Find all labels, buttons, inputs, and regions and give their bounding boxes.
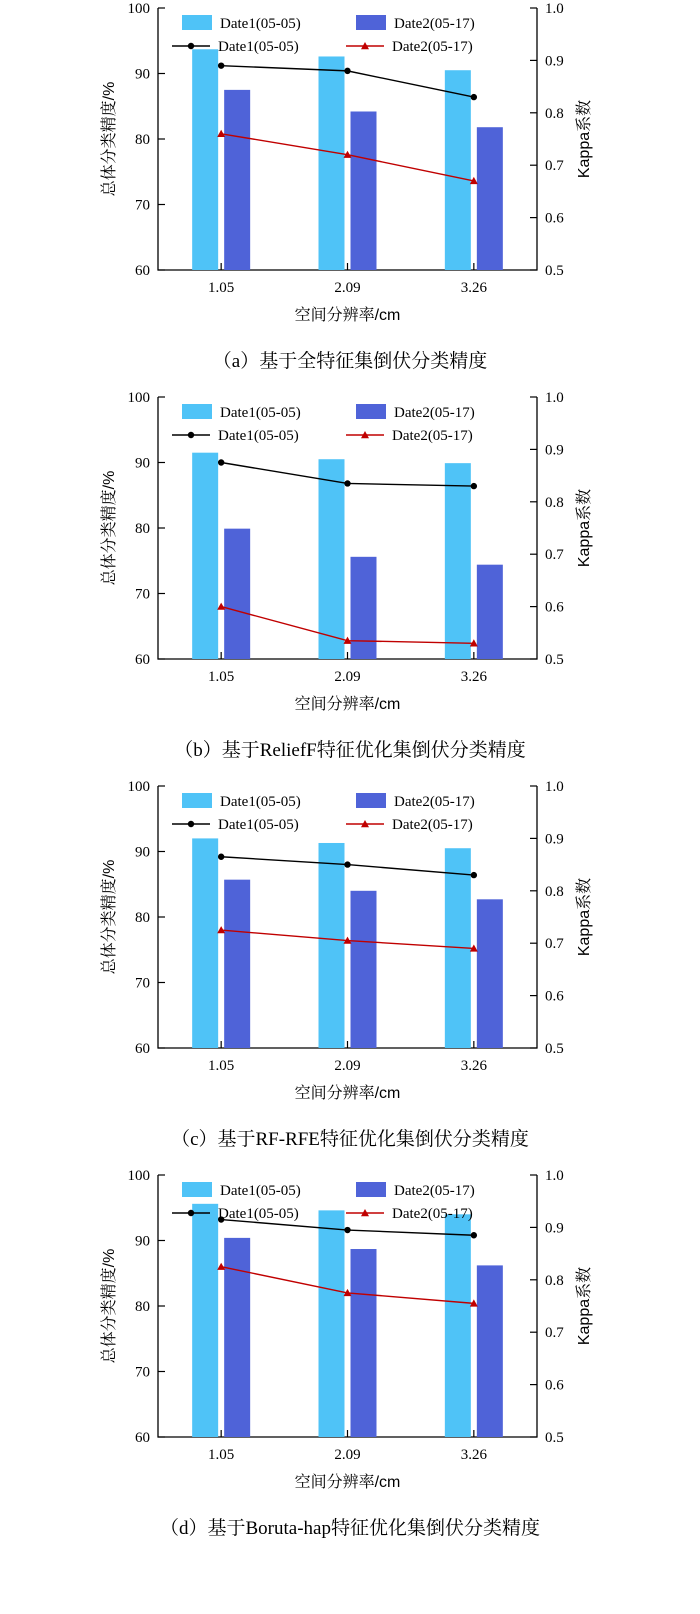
svg-text:90: 90 [135,844,150,861]
caption-d: （d）基于Boruta-hap特征优化集倒伏分类精度 [160,1518,540,1539]
svg-text:Date1(05-05): Date1(05-05) [220,16,301,32]
svg-text:总体分类精度/%: 总体分类精度/% [101,470,118,586]
svg-text:1.0: 1.0 [545,1168,564,1184]
panel-c [0,778,700,1167]
svg-text:0.6: 0.6 [545,599,564,616]
svg-text:0.5: 0.5 [545,263,564,279]
svg-text:70: 70 [135,1364,150,1381]
svg-text:0.8: 0.8 [545,883,564,900]
svg-text:1.0: 1.0 [545,1,564,17]
svg-text:2.09: 2.09 [334,1058,361,1074]
svg-text:空间分辨率/cm: 空间分辨率/cm [294,1474,401,1491]
svg-text:Date1(05-05): Date1(05-05) [220,794,301,810]
caption-b: （b）基于ReliefF特征优化集倒伏分类精度 [174,740,526,761]
svg-text:80: 80 [135,521,150,537]
svg-text:0.7: 0.7 [545,547,564,564]
svg-text:Kappa系数: Kappa系数 [576,488,593,568]
svg-text:60: 60 [135,1430,150,1446]
chart-d [0,1167,700,1507]
svg-text:3.26: 3.26 [460,1058,487,1074]
svg-text:60: 60 [135,1041,150,1057]
svg-text:100: 100 [127,1,150,17]
svg-text:80: 80 [135,1299,150,1315]
svg-text:1.0: 1.0 [545,779,564,795]
svg-text:70: 70 [135,586,150,603]
svg-text:Kappa系数: Kappa系数 [576,877,593,957]
caption-c: （c）基于RF-RFE特征优化集倒伏分类精度 [171,1129,529,1150]
svg-text:Kappa系数: Kappa系数 [576,1266,593,1346]
svg-text:0.9: 0.9 [545,831,564,848]
panel-b [0,389,700,778]
svg-text:空间分辨率/cm: 空间分辨率/cm [294,1085,401,1102]
svg-text:Date1(05-05): Date1(05-05) [220,405,301,421]
svg-text:100: 100 [127,1168,150,1184]
svg-text:90: 90 [135,1233,150,1250]
svg-text:0.8: 0.8 [545,494,564,511]
svg-text:0.5: 0.5 [545,1430,564,1446]
svg-text:90: 90 [135,455,150,472]
svg-text:Date1(05-05): Date1(05-05) [218,817,299,833]
svg-text:1.05: 1.05 [208,669,235,685]
panel-a [0,0,700,389]
svg-text:2.09: 2.09 [334,1447,361,1463]
svg-text:Date2(05-17): Date2(05-17) [392,1206,473,1222]
svg-text:0.8: 0.8 [545,1272,564,1289]
caption-a: （a）基于全特征集倒伏分类精度 [212,351,488,372]
svg-text:3.26: 3.26 [460,1447,487,1463]
svg-text:2.09: 2.09 [334,280,361,296]
svg-text:0.6: 0.6 [545,988,564,1005]
svg-text:0.9: 0.9 [545,442,564,459]
svg-text:70: 70 [135,975,150,992]
svg-text:0.9: 0.9 [545,1220,564,1237]
svg-text:Date2(05-17): Date2(05-17) [394,16,475,32]
svg-text:0.5: 0.5 [545,652,564,668]
svg-text:0.7: 0.7 [545,158,564,175]
svg-text:空间分辨率/cm: 空间分辨率/cm [294,696,401,713]
svg-text:0.7: 0.7 [545,1325,564,1342]
svg-text:100: 100 [127,390,150,406]
svg-text:0.7: 0.7 [545,936,564,953]
svg-text:总体分类精度/%: 总体分类精度/% [101,1248,118,1364]
chart-c [0,778,700,1118]
svg-text:3.26: 3.26 [460,280,487,296]
svg-text:总体分类精度/%: 总体分类精度/% [101,859,118,975]
svg-text:Date2(05-17): Date2(05-17) [392,817,473,833]
svg-text:Kappa系数: Kappa系数 [576,99,593,179]
svg-text:0.5: 0.5 [545,1041,564,1057]
svg-text:Date2(05-17): Date2(05-17) [392,39,473,55]
svg-text:1.0: 1.0 [545,390,564,406]
svg-text:总体分类精度/%: 总体分类精度/% [101,81,118,197]
chart-a [0,0,700,340]
svg-text:3.26: 3.26 [460,669,487,685]
svg-text:60: 60 [135,652,150,668]
svg-text:80: 80 [135,132,150,148]
svg-text:Date1(05-05): Date1(05-05) [218,1206,299,1222]
svg-text:70: 70 [135,197,150,214]
svg-text:Date1(05-05): Date1(05-05) [218,428,299,444]
svg-text:1.05: 1.05 [208,280,235,296]
svg-text:100: 100 [127,779,150,795]
panel-d [0,1167,700,1556]
svg-text:0.6: 0.6 [545,1377,564,1394]
svg-text:Date1(05-05): Date1(05-05) [220,1183,301,1199]
chart-b [0,389,700,729]
svg-text:60: 60 [135,263,150,279]
svg-text:80: 80 [135,910,150,926]
svg-text:Date2(05-17): Date2(05-17) [392,428,473,444]
svg-text:2.09: 2.09 [334,669,361,685]
svg-text:Date2(05-17): Date2(05-17) [394,1183,475,1199]
svg-text:1.05: 1.05 [208,1058,235,1074]
svg-text:0.6: 0.6 [545,210,564,227]
svg-text:90: 90 [135,66,150,83]
svg-text:1.05: 1.05 [208,1447,235,1463]
svg-text:0.8: 0.8 [545,105,564,122]
svg-text:0.9: 0.9 [545,53,564,70]
svg-text:空间分辨率/cm: 空间分辨率/cm [294,307,401,324]
svg-text:Date2(05-17): Date2(05-17) [394,405,475,421]
svg-text:Date1(05-05): Date1(05-05) [218,39,299,55]
svg-text:Date2(05-17): Date2(05-17) [394,794,475,810]
